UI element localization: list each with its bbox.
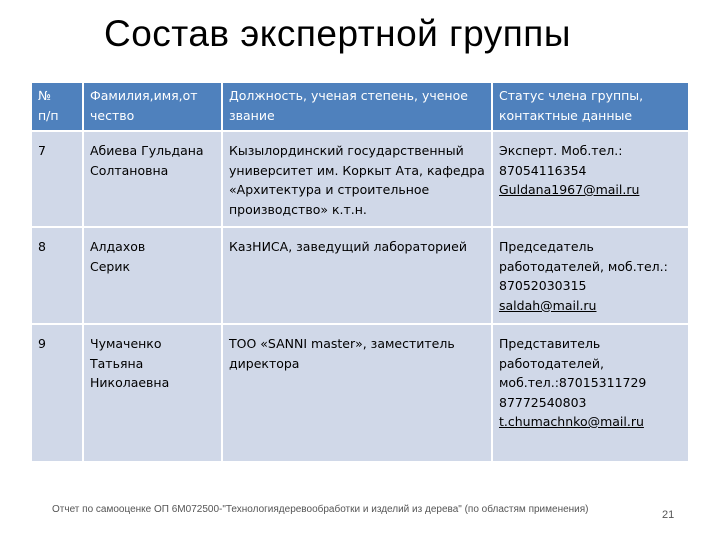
name-line: Серик [90,258,131,274]
status-line: Представитель [499,336,601,351]
email-link[interactable]: saldah@mail.ru [499,297,597,313]
email-link[interactable]: Guldana1967@mail.ru [499,182,640,197]
position-line: «Архитектура и строительное [229,182,430,197]
name-line: Солтановна [90,162,169,178]
cell-status [492,227,688,324]
cell-position [222,131,492,227]
cell-name [83,131,222,227]
cell-name [83,324,222,461]
header-line: звание [229,107,275,123]
header-line: Фамилия,имя,от [90,88,198,103]
row-number: 9 [38,336,46,351]
status-line: 87054116354 [499,162,587,178]
header-line: контактные данные [499,107,633,123]
header-line: Статус члена группы, [499,88,644,103]
status-line: 87052030315 [499,278,587,293]
status-line: работодателей, [499,355,604,371]
name-line: Чумаченко [90,336,162,351]
cell-number [32,131,83,227]
cell-number [32,324,83,461]
table-row [32,131,688,227]
position-line: Кызылординский государственный [229,143,464,158]
header-line: Должность, ученая степень, ученое [229,88,468,103]
header-line: чество [90,107,135,123]
name-line: Татьяна [90,355,144,371]
position-line: университет им. Коркыт Ата, кафедра [229,162,485,178]
expert-group-table [32,83,688,461]
cell-position [222,324,492,461]
status-line: Председатель [499,239,594,254]
position-line: ТОО «SANNI master», заместитель [229,336,455,351]
header-status [492,83,688,131]
header-line: № [38,88,52,103]
position-line: директора [229,355,300,371]
header-position [222,83,492,131]
header-number [32,83,83,131]
cell-name [83,227,222,324]
table-row [32,324,688,461]
page-number: 21 [662,509,675,521]
slide-title: Состав экспертной группы [104,13,571,54]
position-line: производство» к.т.н. [229,201,367,217]
name-line: Николаевна [90,375,170,390]
cell-number [32,227,83,324]
cell-position [222,227,492,324]
position-line: КазНИСА, заведущий лабораторией [229,239,467,254]
status-line: Эксперт. Моб.тел.: [499,143,623,158]
cell-status [492,324,688,461]
status-line: 87772540803 [499,394,587,410]
status-line: работодателей, моб.тел.: [499,258,668,274]
table-row [32,227,688,324]
row-number: 8 [38,239,46,254]
status-line: моб.тел.:87015311729 [499,375,647,390]
header-line: п/п [38,107,59,123]
name-line: Алдахов [90,239,146,254]
row-number: 7 [38,143,46,158]
table-header-row [32,83,688,131]
header-name [83,83,222,131]
email-link[interactable]: t.chumachnko@mail.ru [499,414,644,429]
slide-footer: Отчет по самооценке ОП 6М072500-"Технологиядеревообработки и изделий из дерева" (по областям применения) [52,504,589,515]
name-line: Абиева Гульдана [90,143,204,158]
cell-status [492,131,688,227]
